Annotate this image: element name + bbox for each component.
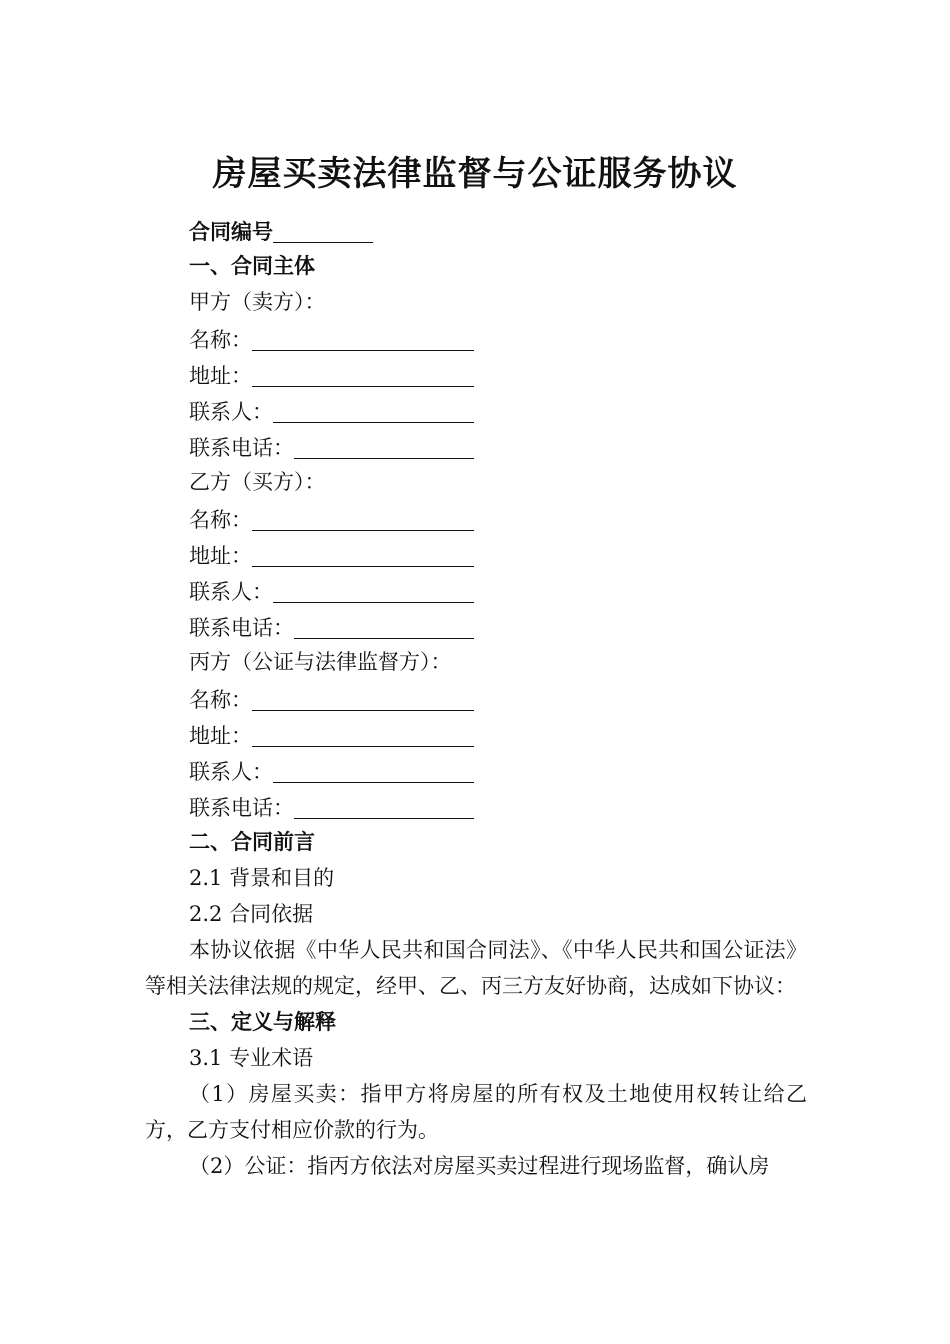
party-b-phone-blank bbox=[294, 612, 474, 639]
section-2-paragraph: 本协议依据《中华人民共和国合同法》、《中华人民共和国公证法》等相关法律法规的规定，经甲、乙、丙三方友好协商，达成如下协议： bbox=[145, 938, 807, 998]
party-c-address-row bbox=[145, 716, 807, 752]
party-a-label: 甲方（卖方）： bbox=[189, 290, 326, 314]
party-c-contact-blank bbox=[273, 756, 474, 783]
field-label: 地址： bbox=[189, 364, 252, 388]
document-body bbox=[145, 212, 807, 1184]
party-a-phone-row bbox=[145, 428, 807, 464]
item-2-2: 2.2 合同依据 bbox=[189, 902, 314, 926]
party-a-contact-blank bbox=[273, 396, 474, 423]
document-title: 房屋买卖法律监督与公证服务协议 bbox=[212, 154, 738, 194]
party-b-name-row bbox=[145, 500, 807, 536]
party-b-phone-row bbox=[145, 608, 807, 644]
party-c-address-blank bbox=[252, 720, 474, 747]
item-2-1: 2.1 背景和目的 bbox=[189, 866, 335, 890]
contract-number-blank bbox=[273, 216, 373, 243]
definition-2: （2）公证：指丙方依法对房屋买卖过程进行现场监督，确认房 bbox=[189, 1154, 770, 1178]
party-c-label: 丙方（公证与法律监督方）： bbox=[189, 650, 452, 674]
party-a-name-blank bbox=[252, 324, 474, 351]
party-c-contact-row bbox=[145, 752, 807, 788]
party-b-contact-row bbox=[145, 572, 807, 608]
field-label: 联系人： bbox=[189, 580, 273, 604]
section-2-heading: 二、合同前言 bbox=[189, 830, 315, 854]
party-a-contact-row bbox=[145, 392, 807, 428]
field-label: 名称： bbox=[189, 688, 252, 712]
item-3-1: 3.1 专业术语 bbox=[189, 1046, 314, 1070]
party-c-name-row bbox=[145, 680, 807, 716]
field-label: 联系人： bbox=[189, 760, 273, 784]
party-a-phone-blank bbox=[294, 432, 474, 459]
party-b-name-blank bbox=[252, 504, 474, 531]
contract-number-label: 合同编号 bbox=[189, 220, 273, 244]
party-c-name-blank bbox=[252, 684, 474, 711]
party-a-address-blank bbox=[252, 360, 474, 387]
section-1-heading: 一、合同主体 bbox=[189, 254, 315, 278]
field-label: 地址： bbox=[189, 724, 252, 748]
party-b-label: 乙方（买方）： bbox=[189, 470, 326, 494]
field-label: 地址： bbox=[189, 544, 252, 568]
field-label: 联系电话： bbox=[189, 616, 294, 640]
field-label: 联系电话： bbox=[189, 436, 294, 460]
definition-1: （1）房屋买卖：指甲方将房屋的所有权及土地使用权转让给乙方，乙方支付相应价款的行为。 bbox=[145, 1082, 807, 1142]
party-c-phone-blank bbox=[294, 792, 474, 819]
contract-number-row bbox=[145, 212, 807, 248]
party-a-name-row bbox=[145, 320, 807, 356]
party-b-address-blank bbox=[252, 540, 474, 567]
field-label: 联系人： bbox=[189, 400, 273, 424]
field-label: 名称： bbox=[189, 328, 252, 352]
party-b-contact-blank bbox=[273, 576, 474, 603]
party-c-phone-row bbox=[145, 788, 807, 824]
section-3-heading: 三、定义与解释 bbox=[189, 1010, 336, 1034]
party-b-address-row bbox=[145, 536, 807, 572]
field-label: 名称： bbox=[189, 508, 252, 532]
party-a-address-row bbox=[145, 356, 807, 392]
field-label: 联系电话： bbox=[189, 796, 294, 820]
